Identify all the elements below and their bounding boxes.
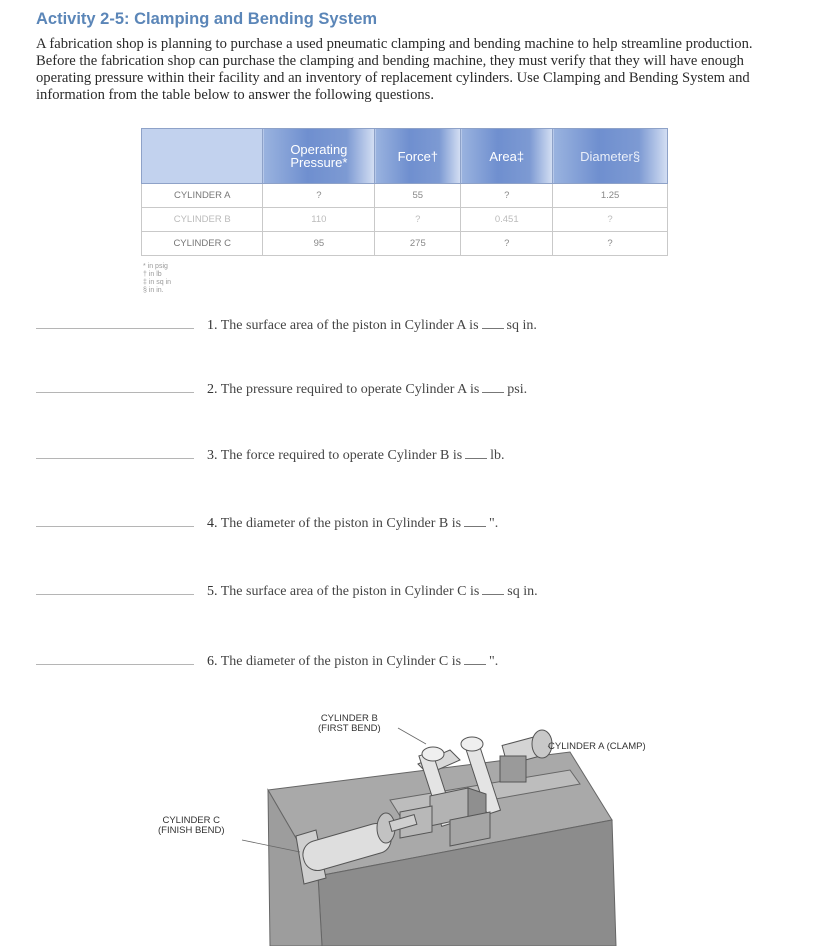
question-number: 4. xyxy=(207,516,218,531)
question-text: The diameter of the piston in Cylinder B is xyxy=(220,516,462,531)
question-5 xyxy=(0,582,820,602)
cell-pressure: 110 xyxy=(263,208,375,232)
answer-line-1[interactable] xyxy=(36,328,194,329)
cell-diameter: ? xyxy=(553,232,668,256)
question-4 xyxy=(0,514,820,534)
question-text: The diameter of the piston in Cylinder C is xyxy=(220,654,462,669)
cell-pressure: ? xyxy=(263,184,375,208)
table-footnotes xyxy=(143,263,171,295)
row-label-cylinder-b: CYLINDER B xyxy=(142,208,263,232)
header-blank xyxy=(142,129,263,184)
table-row xyxy=(142,208,668,232)
label-cylinder-a: CYLINDER A (CLAMP) xyxy=(548,741,646,752)
footnote: † in lb xyxy=(143,271,162,278)
question-unit: ". xyxy=(489,516,499,531)
question-number: 3. xyxy=(207,448,218,463)
cell-diameter: ? xyxy=(553,208,668,232)
label-cylinder-c-line1: CYLINDER C xyxy=(162,815,221,826)
leader-cylinder-b xyxy=(398,728,426,744)
cell-area: ? xyxy=(461,232,553,256)
label-cylinder-b-line2: (FIRST BEND) xyxy=(318,723,381,734)
question-text: The surface area of the piston in Cylinder A is xyxy=(220,318,479,333)
question-unit: ". xyxy=(489,654,499,669)
question-text: The force required to operate Cylinder B is xyxy=(220,448,463,463)
cell-area: 0.451 xyxy=(461,208,553,232)
question-number: 1. xyxy=(207,318,218,333)
label-cylinder-c xyxy=(158,816,225,836)
answer-line-3[interactable] xyxy=(36,458,194,459)
intro-paragraph: A fabrication shop is planning to purchase a used pneumatic clamping and bending machine to help streamline production. Before the fabrication shop can purchase the clamping and bending machine, they must verify that they will have enough operating pressure within their facility and an inventory of replacement cylinders. Use Clamping and Bending System and information from the table below to answer the following questions. xyxy=(36,36,753,103)
activity-title: Activity 2-5: Clamping and Bending System xyxy=(36,10,378,28)
inline-blank[interactable] xyxy=(464,514,486,527)
label-cylinder-c-line2: (FINISH BEND) xyxy=(158,825,225,836)
cell-diameter: 1.25 xyxy=(553,184,668,208)
question-2 xyxy=(0,380,820,400)
inline-blank[interactable] xyxy=(482,582,504,595)
label-cylinder-b-line1: CYLINDER B xyxy=(320,713,378,724)
question-unit: lb. xyxy=(490,448,505,463)
cell-force: ? xyxy=(375,208,461,232)
question-unit: sq in. xyxy=(507,584,538,599)
question-text: The surface area of the piston in Cylinder C is xyxy=(220,584,480,599)
inline-blank[interactable] xyxy=(482,316,504,329)
table-header-row xyxy=(142,129,668,184)
header-force: Force† xyxy=(375,129,461,184)
question-text: The pressure required to operate Cylinder A is xyxy=(220,382,480,397)
answer-line-2[interactable] xyxy=(36,392,194,393)
cylinder-table xyxy=(141,128,668,256)
row-label-cylinder-a: CYLINDER A xyxy=(142,184,263,208)
question-6 xyxy=(0,652,820,672)
answer-line-6[interactable] xyxy=(36,664,194,665)
question-3 xyxy=(0,446,820,466)
header-area: Area‡ xyxy=(461,129,553,184)
answer-line-5[interactable] xyxy=(36,594,194,595)
inline-blank[interactable] xyxy=(465,446,487,459)
question-unit: sq in. xyxy=(506,318,537,333)
cell-pressure: 95 xyxy=(263,232,375,256)
footnote: ‡ in sq in xyxy=(143,279,172,286)
question-number: 6. xyxy=(207,654,218,669)
question-unit: psi. xyxy=(507,382,528,397)
question-number: 2. xyxy=(207,382,218,397)
answer-line-4[interactable] xyxy=(36,526,194,527)
table-row xyxy=(142,232,668,256)
cell-area: ? xyxy=(461,184,553,208)
inline-blank[interactable] xyxy=(482,380,504,393)
table-row xyxy=(142,184,668,208)
footnote: § in in. xyxy=(143,287,164,294)
question-number: 5. xyxy=(207,584,218,599)
header-diameter: Diameter§ xyxy=(553,129,668,184)
header-operating-pressure: Operating Pressure* xyxy=(263,129,375,184)
footnote: * in psig xyxy=(143,263,168,270)
question-1 xyxy=(0,316,820,336)
label-cylinder-b xyxy=(318,714,381,734)
inline-blank[interactable] xyxy=(464,652,486,665)
cell-force: 275 xyxy=(375,232,461,256)
machine-illustration xyxy=(150,700,690,946)
row-label-cylinder-c: CYLINDER C xyxy=(142,232,263,256)
cell-force: 55 xyxy=(375,184,461,208)
